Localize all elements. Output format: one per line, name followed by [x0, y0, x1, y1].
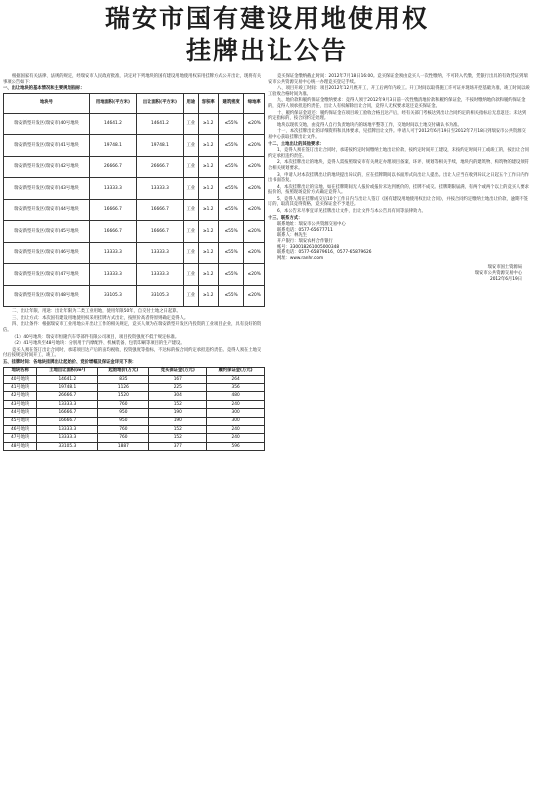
table-cell: 13333.3 — [37, 434, 98, 442]
announcement-title-line1: 瑞安市国有建设用地使用权 — [104, 4, 429, 33]
signature-bureau: 瑞安市国土资源局 — [487, 265, 522, 271]
table-cell: 瑞安新型开发区(瑞安市)41号地块 — [4, 135, 90, 157]
table-row — [4, 417, 265, 425]
table-row — [4, 178, 265, 200]
table-cell: 瑞安新型开发区(瑞安市)47号地块 — [4, 264, 90, 286]
table-cell: 工业 — [183, 285, 198, 307]
contact-line: 联系电话：0577-65677711 — [277, 227, 333, 233]
parcel-indicators-table — [3, 93, 265, 308]
table-cell: 工业 — [183, 199, 198, 221]
column-header: 起始地价(万元) — [98, 367, 149, 375]
table-cell: 13333.3 — [136, 178, 183, 200]
table-cell: 16666.7 — [136, 221, 183, 243]
announcement-title-line2: 挂牌出让公告 — [185, 36, 348, 65]
table-cell: ≤20% — [244, 285, 265, 307]
table-cell: 47号地块 — [4, 434, 37, 442]
table-cell: 14641.2 — [136, 113, 183, 135]
table-cell: 瑞安新型开发区(瑞安市)40号地块 — [4, 113, 90, 135]
table-cell: 1520 — [98, 392, 149, 400]
table-cell: 356 — [207, 384, 265, 392]
column-header: 用途 — [183, 93, 198, 113]
table-cell: ≥1.2 — [198, 264, 218, 286]
table-cell: ≤55% — [218, 242, 244, 264]
table-cell: 14641.2 — [89, 113, 136, 135]
table-cell: ≤20% — [244, 264, 265, 286]
table-cell: 瑞安新型开发区(瑞安市)48号地块 — [4, 285, 90, 307]
table-cell: ≥1.2 — [198, 242, 218, 264]
left-column — [3, 74, 265, 451]
table-cell: 工业 — [183, 178, 198, 200]
table-cell: 377 — [149, 442, 207, 450]
table-cell: 240 — [207, 434, 265, 442]
table-row — [4, 442, 265, 450]
table-header-row — [4, 367, 265, 375]
column-header: 地块名称 — [4, 367, 37, 375]
table-cell: 26666.7 — [37, 392, 98, 400]
table-cell: 13333.3 — [136, 264, 183, 286]
table-cell: 13333.3 — [37, 400, 98, 408]
table-cell: 264 — [207, 375, 265, 383]
table-cell: 46号地块 — [4, 425, 37, 433]
table-cell: 760 — [98, 434, 149, 442]
paragraph-l1: 三、出让方式：本次国有建设用地使用权采用挂牌方式出让，按照价高者得原则确定竞得人。 — [12, 315, 189, 321]
table-cell: 190 — [149, 409, 207, 417]
table-cell: 瑞安新型开发区(瑞安市)43号地块 — [4, 178, 90, 200]
table-cell: 工业 — [183, 113, 198, 135]
table-cell: 33105.3 — [89, 285, 136, 307]
table-cell: 瑞安新型开发区(瑞安市)46号地块 — [4, 242, 90, 264]
table-cell: ≤55% — [218, 199, 244, 221]
table-cell: 240 — [207, 425, 265, 433]
table-row — [4, 264, 265, 286]
table-cell: 33105.3 — [136, 285, 183, 307]
table-cell: 13333.3 — [89, 242, 136, 264]
paragraph-r8: 1、竞得人须在签订出让合同时，承诺按约定时间缴纳土地出让价款，按约定时间开工建设，未按约定时间开工或竣工的，按出让合同约定承担违约责任。 — [268, 148, 529, 159]
table-cell: 950 — [98, 409, 149, 417]
table-cell: 瑞安新型开发区(瑞安市)45号地块 — [4, 221, 90, 243]
table-row — [4, 425, 265, 433]
table-cell: 45号地块 — [4, 417, 37, 425]
table-cell: 19748.1 — [37, 384, 98, 392]
table-cell: ≤55% — [218, 178, 244, 200]
table-cell: 瑞安新型开发区(瑞安市)44号地块 — [4, 199, 90, 221]
table-cell: 瑞安新型开发区(瑞安市)42号地块 — [4, 156, 90, 178]
table-cell: ≥1.2 — [198, 135, 218, 157]
table-cell: ≥1.2 — [198, 199, 218, 221]
paragraph-sec2: 二、出让年限、用途：出让年限为二类工业用地，使用年限50年，自交付土地之日起算。 — [12, 309, 181, 315]
table-cell: 16666.7 — [37, 417, 98, 425]
table-cell: 26666.7 — [136, 156, 183, 178]
table-cell: ≤20% — [244, 221, 265, 243]
table-cell: 工业 — [183, 264, 198, 286]
table-cell: 16666.7 — [89, 221, 136, 243]
table-header-row — [4, 93, 265, 113]
paragraph-r13: 6、本公告未尽事宜详见挂牌出让文件，出让文件与本公告具有同等法律效力。 — [277, 209, 426, 215]
table-cell: 760 — [98, 425, 149, 433]
table-cell: ≤55% — [218, 135, 244, 157]
contact-line: 网址：www.ranhr.com — [277, 255, 324, 261]
column-header: 容积率 — [198, 93, 218, 113]
table-row — [4, 400, 265, 408]
paragraph-r7: 十二、土地出让的其他要求： — [268, 141, 324, 147]
table-cell: 16666.7 — [37, 409, 98, 417]
table-cell: 167 — [149, 375, 207, 383]
table-cell: 304 — [149, 392, 207, 400]
table-cell: ≥1.2 — [198, 221, 218, 243]
table-cell: ≥1.2 — [198, 285, 218, 307]
contact-line: 帐号：330018261005000348 — [277, 244, 340, 250]
paragraph-r4: 十、履约保证金返还：履约保证金在项目竣工验收合格且达产后，经有关部门考核达到出让合同约定的相关指标后无息返还；未达到约定指标的，按合同约定处理。 — [268, 110, 527, 122]
table-cell: 152 — [149, 425, 207, 433]
paragraph-r5: 地块以现状交地，由竞得人自行负责地块内的场地平整等工作，交地时间以土地交付确认书为准。 — [277, 122, 462, 128]
paragraph-l3: （1）40号地块：瑞安市恒隆汽车零部件有限公司项目，项目投资强度不低于规定标准。 — [12, 334, 180, 340]
column-header: 出让面积(平方米) — [136, 93, 183, 113]
contact-line: 联系人：林先生 — [277, 233, 308, 239]
table-cell: ≤55% — [218, 285, 244, 307]
table-cell: 240 — [207, 400, 265, 408]
table-cell: 16666.7 — [89, 199, 136, 221]
table-cell: ≤55% — [218, 113, 244, 135]
table-cell: 1887 — [98, 442, 149, 450]
table-cell: 480 — [207, 392, 265, 400]
table-row — [4, 392, 265, 400]
table-cell: 40号地块 — [4, 375, 37, 383]
table-cell: 44号地块 — [4, 409, 37, 417]
column-header: 地块号 — [4, 93, 90, 113]
table-cell: ≥1.2 — [198, 178, 218, 200]
table-cell: ≤55% — [218, 264, 244, 286]
table-cell: 16666.7 — [136, 199, 183, 221]
table-cell: 760 — [98, 400, 149, 408]
announcement-date: 2012年6月19日 — [489, 276, 522, 282]
table-cell: 19748.1 — [89, 135, 136, 157]
column-header: 土地出让面积(m²) — [37, 367, 98, 375]
table-cell: 41号地块 — [4, 384, 37, 392]
table-cell: 33105.3 — [37, 442, 98, 450]
table-cell: 950 — [98, 417, 149, 425]
table-cell: 工业 — [183, 156, 198, 178]
table-cell: 225 — [149, 384, 207, 392]
table-cell: 14641.2 — [37, 375, 98, 383]
price-deposit-table — [3, 367, 265, 452]
table-cell: 835 — [98, 375, 149, 383]
right-column — [268, 74, 530, 282]
table-cell: 13333.3 — [89, 178, 136, 200]
table-cell: 596 — [207, 442, 265, 450]
table-row — [4, 384, 265, 392]
contact-line: 联系电话：0577-65879616、0577-65879626 — [277, 250, 372, 256]
table-row — [4, 135, 265, 157]
paragraph-r10: 3、申请人对本次挂牌出让的地块提出异议的，应在挂牌期间以书面形式向出让人提出。出让人应当在收到异议之日起五个工作日内作出书面答复。 — [268, 172, 529, 184]
table-cell: ≥1.2 — [198, 113, 218, 135]
table-row — [4, 156, 265, 178]
table-cell: ≤55% — [218, 156, 244, 178]
contact-line: 开户银行：瑞安农村合作银行 — [277, 239, 333, 245]
table-row — [4, 409, 265, 417]
table-cell: ≤20% — [244, 113, 265, 135]
paragraph-l6: 五、挂牌时间：各地块挂牌出让起始价、竞价增幅及保证金详见下表： — [3, 360, 137, 366]
table-cell: 300 — [207, 409, 265, 417]
table-cell: 13333.3 — [37, 425, 98, 433]
table-cell: 工业 — [183, 135, 198, 157]
table-cell: ≤20% — [244, 156, 265, 178]
paragraph-l2: 四、出让条件：根据瑞安市工业用地公开出让工作的相关规定，竞买人须为在瑞安新型开发区内投资的工业项目企业，具有良好的资信。 — [3, 322, 262, 334]
contact-list — [268, 222, 530, 261]
table-cell: ≤55% — [218, 221, 244, 243]
intro-paragraph: 根据国家有关法律、法规的规定，经瑞安市人民政府批准，决定对下列地块的国有建设用地使用权采用挂牌方式公开出让，现将有关事项公告如下： — [3, 74, 262, 85]
table-cell: 1126 — [98, 384, 149, 392]
table-cell: 152 — [149, 400, 207, 408]
paragraph-l4: （2）41号地块至48号地块：分别用于汽摩配件、机械装备、包装印刷等项目的生产建设。 — [12, 341, 185, 347]
paragraph-r3: 九、地价款和履约保证金缴纳要求：竞得人须于2012年9月3日前一次性缴清地价款和履约保证金，不按时缴纳地价款和履约保证金的，竞得人须承担违约责任，出让人有权解除出让合同，竞得人无权要求返还竞买保证金。 — [268, 98, 526, 109]
column-header: 绿地率 — [244, 93, 265, 113]
table-cell: 13333.3 — [89, 264, 136, 286]
table-row — [4, 285, 265, 307]
paragraph-r14: 十三、联系方式： — [268, 215, 303, 221]
table-cell: 13333.3 — [136, 242, 183, 264]
table-cell: 152 — [149, 434, 207, 442]
table-cell: 190 — [149, 417, 207, 425]
table-row — [4, 199, 265, 221]
table-cell: 48号地块 — [4, 442, 37, 450]
contact-line: 联系地址：瑞安市公共资源交易中心 — [277, 222, 346, 228]
table-cell: 43号地块 — [4, 400, 37, 408]
column-header: 建筑密度 — [218, 93, 244, 113]
table-cell: ≥1.2 — [198, 156, 218, 178]
table-row — [4, 375, 265, 383]
table-cell: 19748.1 — [136, 135, 183, 157]
column-header: 履约保证金(万元) — [207, 367, 265, 375]
table-cell: 工业 — [183, 242, 198, 264]
paragraph-l5: 竞买人须在签订出让合同时，承诺项目达产后的亩均税收、投资强度等指标，不达标的按合同约定承担违约责任。竞得人须在土地交付后按规定时间开工、竣工。 — [3, 347, 262, 359]
table-cell: ≤20% — [244, 242, 265, 264]
table-row — [4, 221, 265, 243]
table-row — [4, 113, 265, 135]
table-cell: ≤20% — [244, 178, 265, 200]
signature-center: 瑞安市公共资源交易中心 — [474, 271, 522, 276]
section-heading-1: 一、出让地块的基本情况和主要规划指标： — [3, 86, 85, 92]
table-cell: 300 — [207, 417, 265, 425]
paragraph-r11: 4、本次挂牌出让的宗地，如在挂牌期间无人报价或报价未达到底价的，挂牌不成交。挂牌期限届满，有两个或两个以上的竞买人要求报价的，按照现场竞价方式确定竞得人。 — [268, 184, 529, 196]
table-row — [4, 242, 265, 264]
paragraph-r6: 十一、本次挂牌出让的详细资料和具体要求，见挂牌出让文件。申请人可于2012年6月19日至2012年7月18日到瑞安市公共资源交易中心获取挂牌出让文件。 — [268, 129, 526, 140]
table-cell: 26666.7 — [89, 156, 136, 178]
paragraph-r2: 八、项目开竣工时间：项目2012年12月底开工，开工后两年内竣工。开工时间以取得施工许可证并现场开挖基础为准，竣工时间以竣工验收合格时间为准。 — [268, 86, 530, 97]
paragraph-r12: 5、竞得人须在挂牌成交后10个工作日内与出让人签订《国有建设用地使用权出让合同》，并按合同约定缴纳土地出让价款，逾期不签订的，取消其竞得资格，竞买保证金不予退还。 — [268, 196, 528, 208]
table-cell: ≤20% — [244, 135, 265, 157]
table-cell: 工业 — [183, 221, 198, 243]
paragraph-r9: 2、本次挂牌出让的地块，竞得人需按照瑞安市有关规定办理项目备案、环评、规划等相关手续，地块内的建筑物、构筑物的建设须符合相关规划要求。 — [268, 160, 529, 171]
column-header: 竞买保证金(万元) — [149, 367, 207, 375]
paragraph-r1: 竞买保证金缴纳截止时间：2012年7月18日16:00。竞买保证金须由竞买人一次性缴纳，不可转入代缴，凭银行出具的有效凭证到瑞安市公共资源交易中心统一办理竞买登记手续。 — [268, 74, 528, 85]
column-header: 用地面积(平方米) — [89, 93, 136, 113]
table-row — [4, 434, 265, 442]
table-cell: ≤20% — [244, 199, 265, 221]
table-cell: 42号地块 — [4, 392, 37, 400]
